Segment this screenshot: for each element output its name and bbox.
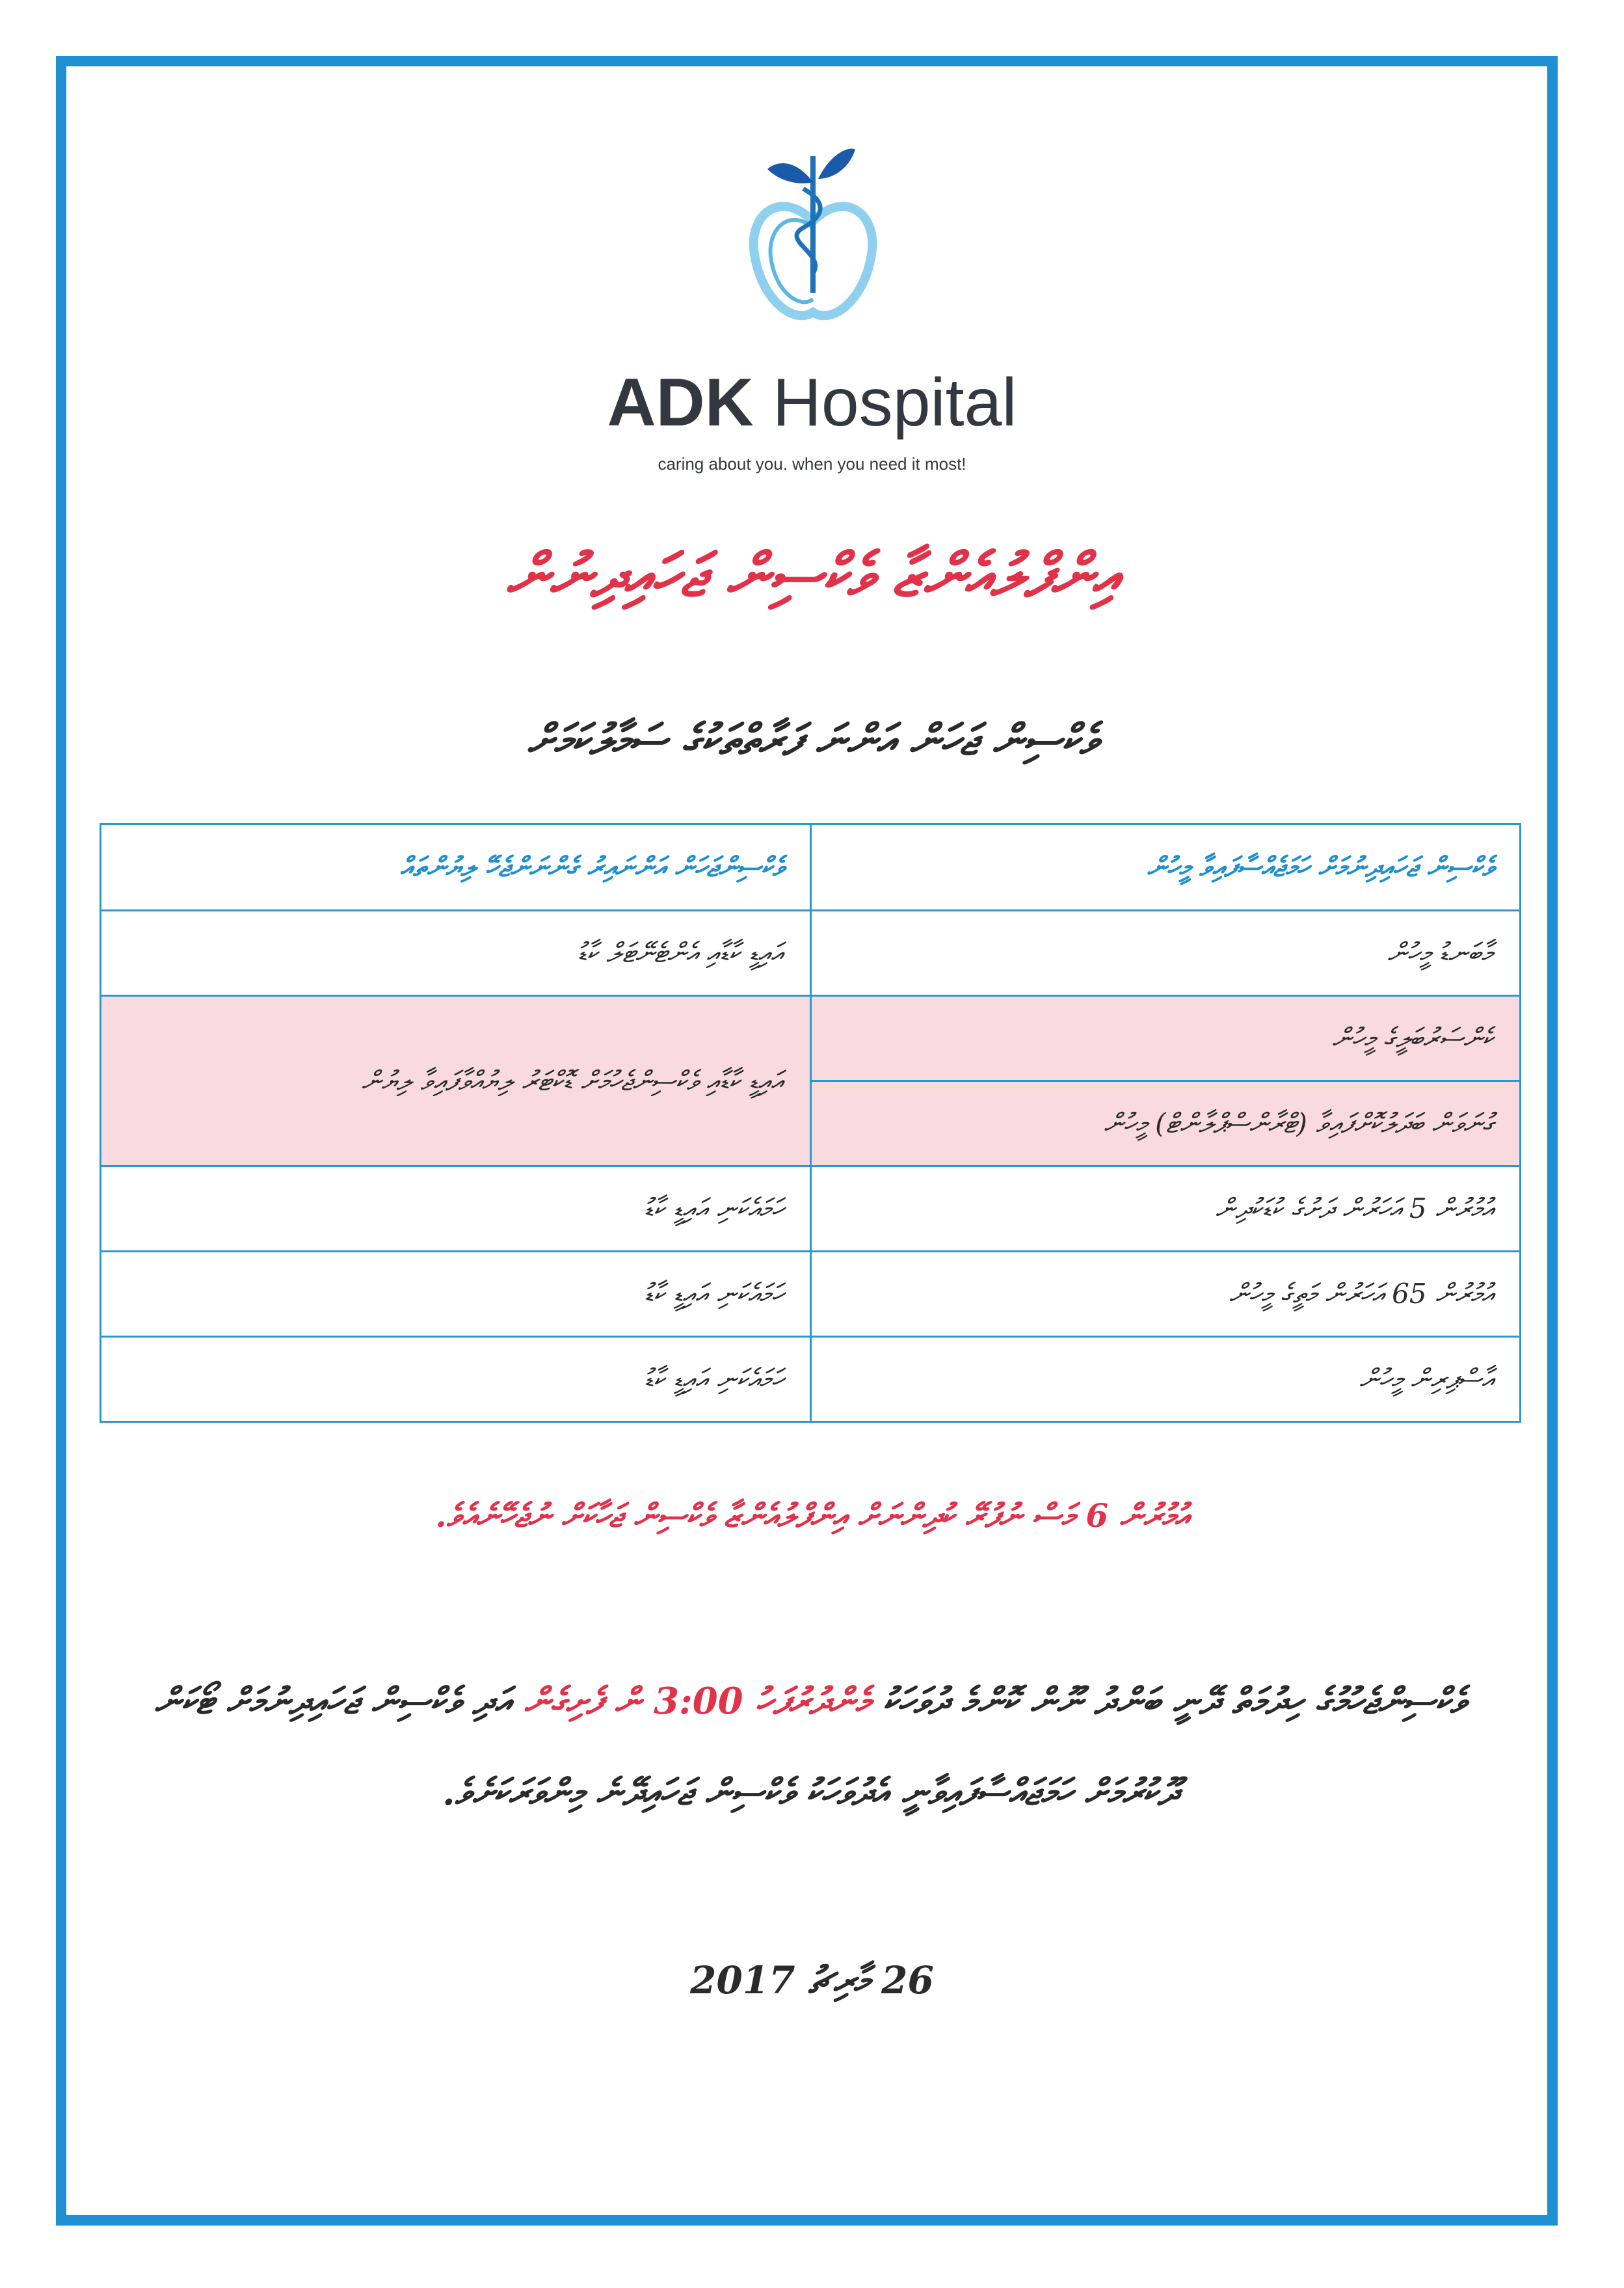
apple-caduceus-logo-icon [741,143,885,332]
vaccination-table [100,823,1521,1423]
page-title: އިންފްލުއެންޒާ ވެކްސިން ޖަހައިދިނުން [506,540,1118,610]
hospital-tagline: caring about you. when you need it most! [658,454,966,474]
eligible-cell: މާބަނޑު މީހުން [810,911,1521,996]
service-paragraph [117,1656,1502,1838]
documents-cell: ހަމައެކަނި އައިޑީ ކާޑު [101,1252,811,1337]
eligible-cell: އުމުރުން 65 އަހަރުން މަތީގެ މީހުން [810,1252,1521,1337]
hospital-name-rest: Hospital [772,365,1017,440]
age-note: އުމުރުން 6 މަސް ނުފުރޭ ކުދިންނަށް އިންފްލުއެންޒާ ވެކްސިން ޖަހާކަށް ނުޖެހޭނެއެވެ. [435,1496,1189,1535]
paragraph-part2: އަދި ވެކްސިން ޖަހައިދިނުމަށް ޓޯކަން ދޫކުރުމަށް ހަމަޖައްސާފައިވާނީ އެދުވަހަކު ވެކްސިން ޖަހައިދޭނެ މިންވަރަކަށެވެ. [154,1680,1177,1814]
table-row [101,1337,1521,1422]
hospital-name [0,364,1624,442]
table-row [101,911,1521,996]
eligible-cell: ގުނަވަން ބަދަލުކޮށްފައިވާ (ޓްރާންސްޕްލާންޓް) މީހުން [810,1081,1521,1166]
table-row [101,996,1521,1081]
documents-cell: އައިޑީ ކާޑާއި ވެކްސިންޖެހުމަށް ޑޮކްޓަރު ލިޔުއްވާފައިވާ ލިޔުން [101,996,811,1166]
table-row [101,1252,1521,1337]
table-header-row [101,824,1521,911]
page-subtitle: ވެކްސިން ޖަހަން އަންނަ ފަރާތްތަކުގެ ސަމާލުކަމަށް [527,714,1097,765]
documents-cell: ހަމައެކަނި އައިޑީ ކާޑު [101,1337,811,1422]
paragraph-time: މެންދުރުފަހު 3:00 ން ފެށިގެން [524,1680,870,1723]
paragraph-part1: ވެކްސިންޖެހުމުގެ ހިދުމަތް ދޭނީ ބަންދު ނޫން ކޮންމެ ދުވަހަކު [870,1680,1465,1723]
eligible-cell: އާސްޕިރިން މީހުން [810,1337,1521,1422]
eligible-cell: އުމުރުން 5 އަހަރުން ދަށުގެ ކުޑަކުދިން [810,1166,1521,1252]
hospital-name-bold: ADK [607,365,754,440]
documents-cell: ހަމައެކަނި އައިޑީ ކާޑު [101,1166,811,1252]
header-eligible-people: ވެކްސިން ޖަހައިދިނުމަށް ހަމަޖެއްސާފައިވާ މީހުން [810,824,1521,911]
eligible-cell: ކެންސަރުބަލީގެ މީހުން [810,996,1521,1081]
documents-cell: އައިޑީ ކާޑާއި އެންޓެނޭޓަލް ކާޑު [101,911,811,996]
header-required-documents: ވެކްސިންޖަހަން އަންނައިރު ގެންނަންޖެހޭ ލިޔުންތައް [101,824,811,911]
table-row [101,1166,1521,1252]
notice-date: 26 މާރިޗު 2017 [690,1958,934,2002]
